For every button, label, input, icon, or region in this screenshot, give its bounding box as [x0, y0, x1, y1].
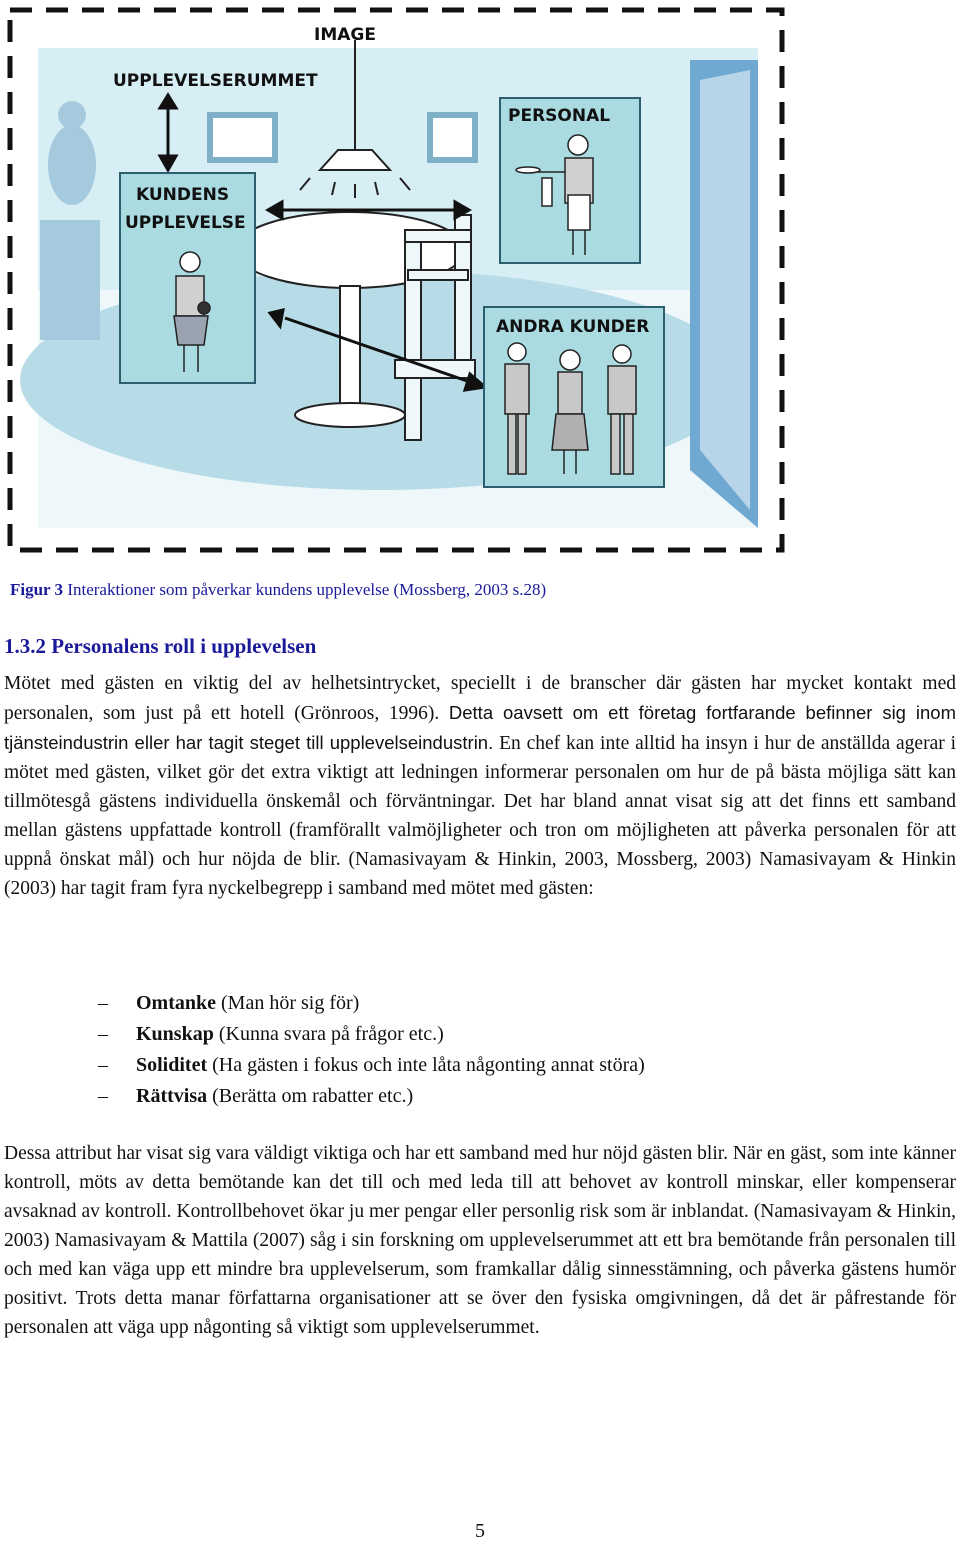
- caption-label: Figur 3: [10, 580, 64, 599]
- list-desc: (Kunna svara på frågor etc.): [213, 1023, 444, 1045]
- paragraph-1-part-b: Detta oavsett om ett företag fortfarande befinner sig inom tjänsteindustrin eller har tagit steget till upplevelseindustrin.: [4, 702, 956, 753]
- list-item: [98, 988, 645, 1019]
- paragraph-2: Dessa attribut har visat sig vara väldigt viktiga och har ett samband med hur nöjd gästen blir. När en gäst, som inte känner kontroll, möts av detta bemötande kan det till och med leda till att behovet av kontroll minskar, eller kompenserar avsaknad av kontroll. Kontrollbehovet ökar ju mer pengar eller personlig risk som är inblandat. (Namasivayam & Hinkin, 2003) Namasivayam & Mattila (2007) såg i sin forskning om upplevelserummet att ett bra bemötande från personalen till och med kan väga upp ett mindre bra upplevelserum, som framkallar dålig sinnesstämning, och påverka gästens humör positivt. Trots detta manar författarna organisationer att se över den fysiska omgivningen, då det är påfrestande för personalen att väga upp någonting så viktigt som upplevelserummet.: [4, 1143, 957, 1338]
- paragraph-1-part-c: En chef kan inte alltid ha insyn i hur de anställda agerar i mötet med gästen, vilket gör det extra viktigt att ledningen informerar personalen om hur de på bästa möjliga sätt kan tillmötesgå gästens individuella önskemål och förväntningar. Det har bland annat visat sig att det finns ett samband mellan gästens uppfattade kontroll (framförallt valmöjligheter och tron om möjligheten att påverka personalen för att uppnå önskat mål) och hur nöjda de blir. (Namasivayam & Hinkin, 2003, Mossberg, 2003) Namasivayam & Hinkin (2003) har tagit fram fyra nyckelbegrepp i samband med mötet med gästen:: [4, 733, 956, 899]
- list-dash: –: [98, 1023, 108, 1045]
- list-dash: –: [98, 1054, 108, 1076]
- customer-label-1: KUNDENS: [136, 185, 230, 205]
- list-term: Kunskap: [136, 1023, 214, 1045]
- page-number: 5: [475, 1520, 485, 1542]
- paragraph-1: [4, 669, 956, 903]
- room-label: UPPLEVELSERUMMET: [113, 71, 318, 91]
- staff-label: PERSONAL: [508, 106, 611, 126]
- frame-label: IMAGE: [314, 25, 376, 45]
- paragraph-1-part-a: Mötet med gästen en viktig del av helhetsintrycket, speciellt i de branscher där gästen har mycket kontakt med personalen, som just på ett hotell (Grönroos, 1996).: [4, 673, 956, 724]
- statue-pedestal: [40, 220, 100, 340]
- list-desc: (Ha gästen i fokus och inte låta någonting annat störa): [207, 1054, 645, 1076]
- list-dash: –: [98, 1085, 108, 1107]
- list-term: Omtanke: [136, 992, 216, 1014]
- list-desc: (Man hör sig för): [216, 992, 360, 1014]
- others-label: ANDRA KUNDER: [496, 317, 650, 337]
- list-desc: (Berätta om rabatter etc.): [207, 1085, 414, 1107]
- list-item: [98, 1019, 645, 1050]
- key-concepts-list: [98, 988, 645, 1112]
- list-term: Rättvisa: [136, 1085, 208, 1107]
- caption-text: Interaktioner som påverkar kundens upplevelse (Mossberg, 2003 s.28): [63, 580, 547, 599]
- list-dash: –: [98, 992, 108, 1014]
- customer-label-2: UPPLEVELSE: [125, 213, 246, 233]
- figure-caption: [10, 580, 546, 600]
- list-term: Soliditet: [136, 1054, 208, 1076]
- interaction-figure: [0, 0, 800, 560]
- section-heading: 1.3.2 Personalens roll i upplevelsen: [4, 634, 317, 658]
- list-item: [98, 1081, 645, 1112]
- list-item: [98, 1050, 645, 1081]
